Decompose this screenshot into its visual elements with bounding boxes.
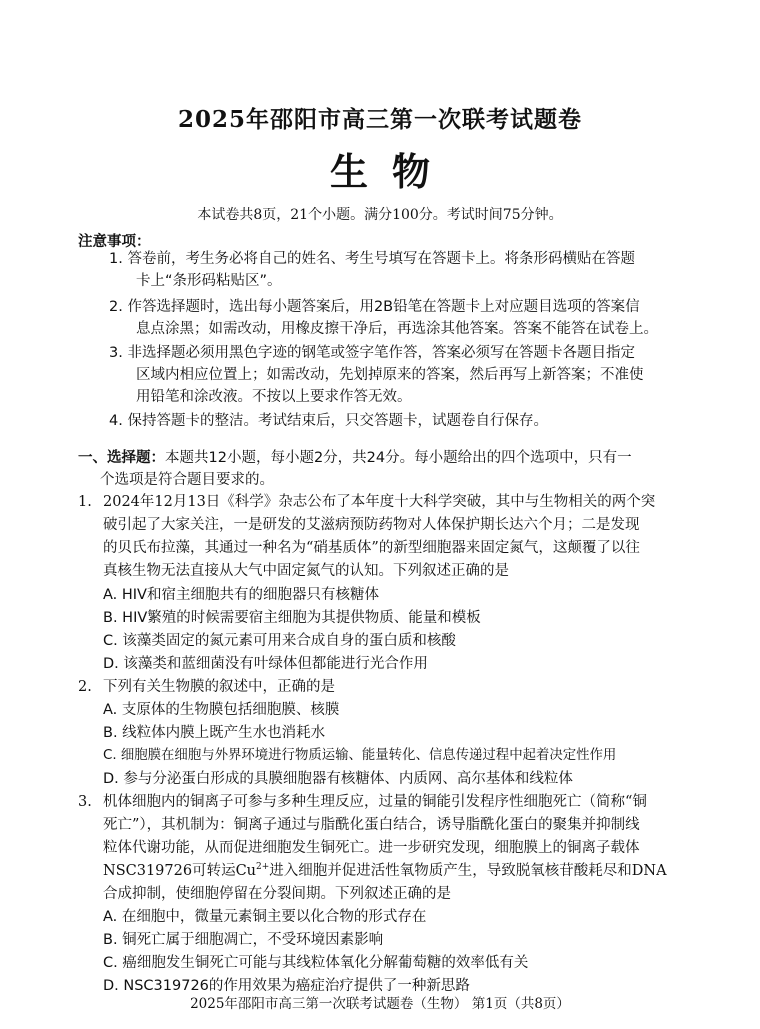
question-3-option-a: A. 在细胞中，微量元素铜主要以化合物的形式存在 xyxy=(103,909,427,925)
notice-item-3-line-1: 3. 非选择题必须用黑色字迹的钢笔或签字笔作答，答案必须写在答题卡各题目指定 xyxy=(109,345,635,361)
question-3-stem-line-3: 粒体代谢功能，从而促进细胞发生铜死亡。进一步研究发现，细胞膜上的铜离子载体 xyxy=(103,840,640,856)
exam-title: 2025年邵阳市高三第一次联考试题卷 xyxy=(177,106,582,133)
question-3-stem-line-4-part-a: NSC319726可转运Cu xyxy=(103,863,257,879)
question-number: 1. xyxy=(78,494,92,510)
copper-ion-charge: 2+ xyxy=(256,862,270,872)
question-2-stem-line-1: 下列有关生物膜的叙述中，正确的是 xyxy=(103,679,335,695)
question-1-option-a: A. HIV和宿主细胞共有的细胞器只有核糖体 xyxy=(103,587,379,603)
question-3-option-b: B. 铜死亡属于细胞凋亡，不受环境因素影响 xyxy=(103,932,384,948)
notice-item-4-line-1: 4. 保持答题卡的整洁。考试结束后，只交答题卡，试题卷自行保存。 xyxy=(109,413,548,429)
question-3-stem-line-4 xyxy=(103,860,667,882)
question-3-stem-line-2: 死亡”），其机制为：铜离子通过与脂酰化蛋白结合，诱导脂酰化蛋白的聚集并抑制线 xyxy=(103,817,640,833)
question-number: 3. xyxy=(78,794,92,810)
section-header xyxy=(78,447,632,469)
question-1-option-c: C. 该藻类固定的氮元素可用来合成自身的蛋白质和核酸 xyxy=(103,633,456,649)
question-1-option-d: D. 该藻类和蓝细菌没有叶绿体但都能进行光合作用 xyxy=(103,656,428,672)
question-3-option-c: C. 癌细胞发生铜死亡可能与其线粒体氧化分解葡萄糖的效率低有关 xyxy=(103,955,529,971)
section-label: 一、选择题： xyxy=(78,449,165,466)
question-2-option-b: B. 线粒体内膜上既产生水也消耗水 xyxy=(103,725,326,741)
question-1-stem-line-4: 真核生物无法直接从大气中固定氮气的认知。下列叙述正确的是 xyxy=(103,563,509,579)
question-1-stem-line-2: 破引起了大家关注，一是研发的艾滋病预防药物对人体保护期长达六个月；二是发现 xyxy=(103,517,640,533)
page-footer: 2025年邵阳市高三第一次联考试题卷（生物） 第1页（共8页） xyxy=(190,996,570,1012)
section-text-1: 本题共12小题，每小题2分，共24分。每小题给出的四个选项中，只有一 xyxy=(165,450,632,466)
section-text-2: 个选项是符合题目要求的。 xyxy=(100,472,274,488)
question-3-stem-line-5: 合成抑制，使细胞停留在分裂间期。下列叙述正确的是 xyxy=(103,886,451,902)
question-1-option-b: B. HIV繁殖的时候需要宿主细胞为其提供物质、能量和模板 xyxy=(103,610,481,626)
notice-item-1-line-2: 卡上“条形码粘贴区”。 xyxy=(136,273,282,289)
question-number: 2. xyxy=(78,679,92,695)
notice-heading: 注意事项： xyxy=(78,233,151,250)
exam-meta: 本试卷共8页，21个小题。满分100分。考试时间75分钟。 xyxy=(197,207,563,223)
question-2-option-d: D. 参与分泌蛋白形成的具膜细胞器有核糖体、内质网、高尔基体和线粒体 xyxy=(103,771,573,787)
question-3-option-d: D. NSC319726的作用效果为癌症治疗提供了一种新思路 xyxy=(103,978,470,994)
notice-item-2-line-1: 2. 作答选择题时，选出每小题答案后，用2B铅笔在答题卡上对应题目选项的答案信 xyxy=(109,299,640,315)
notice-item-2-line-2: 息点涂黑；如需改动，用橡皮擦干净后，再选涂其他答案。答案不能答在试卷上。 xyxy=(136,321,658,337)
notice-item-3-line-2: 区域内相应位置上；如需改动，先划掉原来的答案，然后再写上新答案；不准使 xyxy=(136,367,644,383)
notice-item-3-line-3: 用铅笔和涂改液。不按以上要求作答无效。 xyxy=(136,389,412,405)
question-2-option-c: C. 细胞膜在细胞与外界环境进行物质运输、能量转化、信息传递过程中起着决定性作用 xyxy=(103,748,617,763)
question-1-stem-line-3: 的贝氏布拉藻，其通过一种名为“硝基质体”的新型细胞器来固定氮气，这颠覆了以往 xyxy=(103,540,640,556)
notice-item-1-line-1: 1. 答卷前，考生务必将自己的姓名、考生号填写在答题卡上。将条形码横贴在答题 xyxy=(109,251,635,267)
question-3-stem-line-4-part-b: 进入细胞并促进活性氧物质产生，导致脱氧核苷酸耗尽和DNA xyxy=(269,863,667,879)
subject-title: 生物 xyxy=(329,149,454,194)
question-3-stem-line-1: 机体细胞内的铜离子可参与多种生理反应，过量的铜能引发程序性细胞死亡（简称“铜 xyxy=(103,794,647,810)
question-2-option-a: A. 支原体的生物膜包括细胞膜、核膜 xyxy=(103,702,340,718)
question-1-stem-line-1: 2024年12月13日《科学》杂志公布了本年度十大科学突破，其中与生物相关的两个突 xyxy=(103,494,656,510)
